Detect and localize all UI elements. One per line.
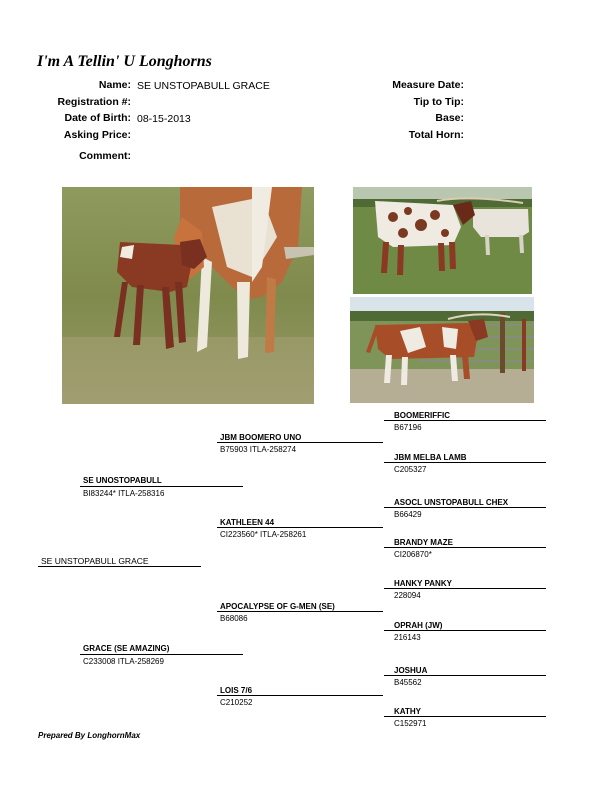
pedigree-ggp-line [384,675,546,676]
prepared-by-footer: Prepared By LonghornMax [38,731,141,740]
pedigree-dam-sire-name: APOCALYPSE OF G-MEN (SE) [220,602,335,611]
total-horn-label: Total Horn: [408,129,464,141]
pedigree-sire-sire-name: JBM BOOMERO UNO [220,433,302,442]
pedigree-ggp-name: HANKY PANKY [394,579,452,588]
photo-speckled-cow [353,187,532,294]
speckled-cow-image [353,187,532,294]
pedigree-sire-name: SE UNOSTOPABULL [83,476,162,485]
cow-by-fence-image [350,297,534,403]
pedigree-ggp-name: ASOCL UNSTOPABULL CHEX [394,498,509,507]
pedigree-ggp-reg: C205327 [394,465,427,474]
pedigree-ggp-name: BOOMERIFFIC [394,411,450,420]
pedigree-dam-reg: C233008 ITLA-258269 [83,657,164,666]
pedigree-ggp-name: JBM MELBA LAMB [394,453,467,462]
pedigree-sire-dam-line [217,527,383,528]
pedigree-dam-dam-line [217,695,383,696]
photo-cow-by-fence [350,297,534,403]
comment-label: Comment: [79,150,131,162]
tip-to-tip-label: Tip to Tip: [413,96,464,108]
pedigree-ggp-line [384,547,546,548]
asking-price-label: Asking Price: [63,129,131,141]
pedigree-dam-line [80,654,243,655]
pedigree-sire-sire-reg: B75903 ITLA-258274 [220,445,297,454]
pedigree-ggp-name: KATHY [394,707,421,716]
cow-and-calf-image [62,187,314,404]
pedigree-subject: SE UNSTOPABULL GRACE [41,556,149,566]
pedigree-sire-dam-reg: CI223560* ITLA-258261 [220,530,307,539]
pedigree-sire-line [80,486,243,487]
pedigree-ggp-reg: 228094 [394,591,421,600]
pedigree-subject-line [38,566,201,567]
pedigree-dam-dam-name: LOIS 7/6 [220,686,253,695]
pedigree-sire-dam-name: KATHLEEN 44 [220,518,275,527]
dob-label: Date of Birth: [64,112,131,124]
pedigree-ggp-line [384,630,546,631]
ranch-title: I'm A Tellin' U Longhorns [37,53,212,70]
name-value: SE UNSTOPABULL GRACE [137,80,270,92]
pedigree-dam-sire-reg: B68086 [220,614,248,623]
pedigree-ggp-line [384,588,546,589]
pedigree-ggp-reg: B66429 [394,510,422,519]
dob-value: 08-15-2013 [137,113,191,125]
pedigree-dam-dam-reg: C210252 [220,698,253,707]
pedigree-ggp-name: JOSHUA [394,666,428,675]
registration-label: Registration #: [57,96,131,108]
measure-date-label: Measure Date: [392,79,464,91]
photo-cow-and-calf [62,187,314,404]
pedigree-sire-sire-line [217,442,383,443]
pedigree-ggp-name: OPRAH (JW) [394,621,443,630]
pedigree-ggp-name: BRANDY MAZE [394,538,453,547]
pedigree-ggp-line [384,462,546,463]
pedigree-ggp-reg: C152971 [394,719,427,728]
name-label: Name: [98,79,131,91]
pedigree-ggp-reg: B45562 [394,678,422,687]
pedigree-ggp-reg: CI206870* [394,550,432,559]
pedigree-dam-name: GRACE (SE AMAZING) [83,644,170,653]
pedigree-ggp-line [384,716,546,717]
pedigree-ggp-line [384,507,546,508]
base-label: Base: [435,112,464,124]
pedigree-sire-reg: BI83244* ITLA-258316 [83,489,165,498]
pedigree-dam-sire-line [217,611,383,612]
pedigree-ggp-reg: B67196 [394,423,422,432]
pedigree-ggp-reg: 216143 [394,633,421,642]
pedigree-ggp-line [384,420,546,421]
